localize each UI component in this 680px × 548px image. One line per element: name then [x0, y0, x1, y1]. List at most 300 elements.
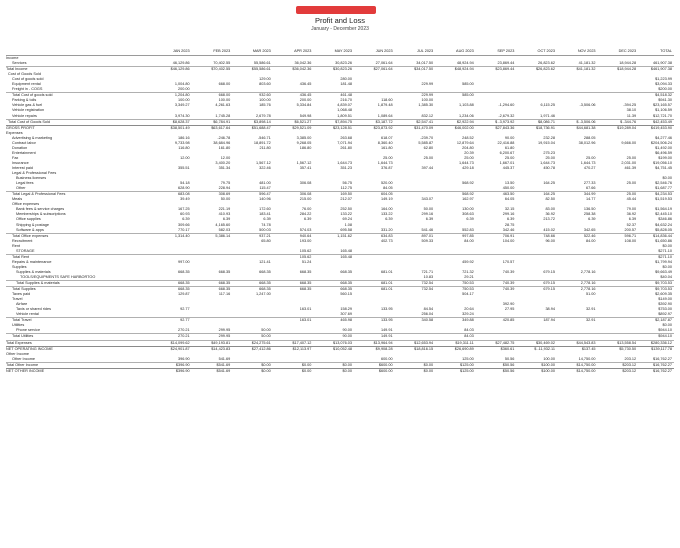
amount-cell: 585.00: [462, 82, 474, 87]
amount-cell: $6,784.91: [192, 119, 233, 125]
amount-cell: 32.15: [504, 207, 515, 212]
amount-cell: 256.04: [421, 312, 434, 317]
amount-cell: $1,519.53: [655, 197, 672, 202]
redacted-company-name: [296, 6, 376, 14]
amount-cell: $50.56: [476, 362, 517, 368]
amount-cell: 668.00: [192, 93, 233, 99]
amount-cell: 410.93: [218, 212, 231, 217]
amount-cell: 770.17: [177, 227, 190, 232]
amount-cell: $23,873.92: [354, 125, 395, 131]
amount-cell: 329.24: [462, 312, 474, 317]
account-label: Total Income: [6, 67, 151, 73]
amount-cell: 344.99: [557, 192, 598, 198]
account-label: STORAGE: [16, 248, 35, 253]
amount-cell: 668.35: [232, 281, 273, 287]
amount-cell: 668.35: [232, 287, 273, 293]
amount-cell: $0.00: [232, 368, 273, 374]
account-label: Fax: [12, 155, 19, 160]
amount-cell: $0.00: [273, 362, 314, 368]
amount-cell: $27,482.75: [476, 340, 517, 346]
amount-cell: 212.07: [340, 197, 352, 202]
amount-cell: 221.19: [218, 207, 231, 212]
amount-cell: -1,294.60: [498, 103, 515, 108]
account-label: Taxes paid: [12, 292, 31, 297]
amount-cell: $1,492.00: [655, 145, 672, 150]
amount-cell: 6.39: [588, 217, 596, 222]
account-label: Memberships & subscriptions: [16, 212, 66, 217]
column-header: FEB 2023: [192, 49, 233, 56]
account-label: Advertising & marketing: [12, 135, 53, 140]
amount-cell: 450.00: [502, 186, 515, 191]
amount-cell: 200.57: [624, 227, 637, 232]
amount-cell: 5,334.84: [296, 103, 312, 108]
amount-cell: 38,684.96: [213, 140, 231, 145]
amount-cell: 186.80: [299, 145, 312, 150]
amount-cell: $9,663.49: [655, 269, 672, 274]
amount-cell: 306.08: [299, 181, 312, 186]
amount-cell: 258.38: [583, 212, 596, 217]
amount-cell: 125.00: [462, 356, 474, 361]
amount-cell: 1,644.73: [540, 160, 555, 165]
account-label: Insurance: [12, 160, 29, 165]
amount-cell: $14,750.00: [557, 368, 598, 374]
amount-cell: 6.39: [304, 217, 312, 222]
amount-cell: 92.77: [180, 307, 190, 312]
account-label: Contract labor: [12, 140, 36, 145]
account-label: Rent: [12, 243, 21, 248]
amount-cell: 668.35: [273, 281, 314, 287]
amount-cell: $137.45: [557, 346, 598, 352]
amount-cell: 481.00: [259, 181, 271, 186]
amount-cell: $360.61: [476, 346, 517, 352]
amount-cell: 204.80: [462, 145, 474, 150]
amount-cell: 1,644.73: [580, 160, 596, 165]
amount-cell: 36.92: [626, 212, 637, 217]
amount-cell: 39.49: [180, 197, 190, 202]
amount-cell: $ -3,506.06: [557, 119, 598, 125]
amount-cell: 165.48: [313, 254, 354, 260]
amount-cell: $203.12: [598, 362, 639, 368]
amount-cell: 4,165.60: [215, 222, 231, 227]
amount-cell: 100.00: [543, 356, 555, 361]
amount-cell: $4,751.45: [655, 165, 672, 170]
amount-cell: 355.51: [177, 165, 190, 170]
amount-cell: $1,799.94: [655, 259, 672, 264]
account-label: Cost of Goods Sold: [8, 72, 41, 77]
amount-cell: $46,002.00: [435, 125, 476, 131]
amount-cell: 149.91: [354, 334, 395, 340]
amount-cell: 402.73: [380, 238, 393, 243]
amount-cell: $19,311.11: [435, 340, 476, 346]
amount-cell: 162.97: [462, 197, 474, 202]
amount-cell: $1,223.99: [655, 77, 672, 82]
amount-cell: $0.00: [313, 368, 354, 374]
amount-cell: 740.39: [476, 287, 517, 293]
amount-cell: $9,703.53: [638, 281, 674, 287]
amount-cell: 681.01: [354, 287, 395, 293]
amount-cell: $4,277.46: [655, 135, 672, 140]
amount-cell: 82.50: [545, 197, 555, 202]
amount-cell: 5,585.87: [418, 140, 434, 145]
amount-cell: 38.94: [545, 307, 555, 312]
amount-cell: 163.01: [299, 307, 312, 312]
amount-cell: $100.00: [516, 368, 557, 374]
amount-cell: $36,042.36: [273, 67, 314, 73]
column-header: MAR 2023: [232, 49, 273, 56]
amount-cell: 3,400.20: [215, 160, 231, 165]
amount-cell: 229.99: [395, 93, 436, 99]
account-label: Total Cost of Goods Sold: [6, 119, 151, 125]
amount-cell: $18,944.28: [598, 67, 639, 73]
amount-cell: 6.39: [628, 217, 637, 222]
account-label: Total Other Income: [6, 362, 151, 368]
account-label: Vehicle repairs: [12, 113, 37, 118]
amount-cell: $125.00: [435, 362, 476, 368]
amount-cell: 90.00: [313, 334, 354, 340]
amount-cell: 193.00: [299, 238, 312, 243]
amount-cell: $1,650.86: [655, 238, 672, 243]
amount-cell: 129.87: [177, 292, 190, 297]
amount-cell: $541.69: [192, 362, 233, 368]
amount-cell: 92.77: [151, 318, 192, 324]
amount-cell: 9,666.00: [621, 140, 637, 145]
amount-cell: 1,151.62: [313, 233, 354, 239]
account-label: Services: [12, 61, 27, 66]
amount-cell: 997.00: [177, 259, 190, 264]
amount-cell: 299.95: [218, 328, 231, 333]
amount-cell: $14,750.00: [557, 362, 598, 368]
amount-cell: $1,564.19: [655, 207, 672, 212]
amount-cell: 2,679.78: [256, 113, 271, 118]
amount-cell: 108.00: [624, 238, 637, 243]
amount-cell: 105.62: [273, 254, 314, 260]
amount-cell: 668.35: [313, 281, 354, 287]
amount-cell: 36.92: [545, 212, 555, 217]
amount-cell: 12.00: [220, 155, 231, 160]
amount-cell: $139,117.78: [638, 346, 674, 352]
account-label: NET OTHER INCOME: [6, 368, 151, 374]
amount-cell: $12,113.97: [273, 346, 314, 352]
amount-cell: 118.60: [381, 98, 393, 103]
amount-cell: 832.12: [421, 113, 434, 118]
amount-cell: 55,586.61: [253, 61, 271, 66]
amount-cell: 307.69: [340, 312, 352, 317]
amount-cell: 20.39: [464, 150, 474, 155]
amount-cell: $5,730.50: [598, 346, 639, 352]
amount-cell: $0.00: [313, 362, 354, 368]
amount-cell: 331.20: [380, 227, 393, 232]
account-label: Cost of goods sold: [12, 77, 44, 82]
amount-cell: 164.00: [380, 207, 393, 212]
account-label: Shipping & postage: [16, 222, 49, 227]
amount-cell: $944.10: [638, 334, 674, 340]
amount-cell: $13,964.94: [354, 340, 395, 346]
amount-cell: 1,567.12: [296, 160, 312, 165]
amount-cell: $24,901.87: [151, 346, 192, 352]
amount-cell: 277.33: [583, 181, 596, 186]
amount-cell: 937.21: [232, 233, 273, 239]
amount-cell: 30,823.26: [335, 61, 352, 66]
amount-cell: 803.60: [259, 82, 271, 87]
amount-cell: $50.56: [476, 368, 517, 374]
amount-cell: 129.00: [259, 77, 271, 82]
amount-cell: 415.02: [543, 227, 555, 232]
amount-cell: $23,869.44: [476, 67, 517, 73]
account-label: Office expenses: [12, 202, 40, 207]
amount-cell: 668.35: [192, 281, 233, 287]
amount-cell: 65.80: [261, 238, 271, 243]
amount-cell: 668.35: [177, 269, 190, 274]
amount-cell: $461,907.38: [638, 67, 674, 73]
amount-cell: 740.39: [476, 281, 517, 287]
amount-cell: 541.46: [421, 227, 434, 232]
amount-cell: 6.39: [385, 217, 393, 222]
amount-cell: 36,042.36: [294, 61, 312, 66]
amount-cell: 136.50: [583, 207, 596, 212]
amount-cell: 45.44: [626, 197, 637, 202]
amount-cell: 275.23: [543, 150, 555, 155]
amount-cell: 261.80: [340, 145, 352, 150]
amount-cell: 14.77: [586, 197, 596, 202]
amount-cell: $4,518.32: [638, 93, 674, 99]
amount-cell: 185.76: [259, 103, 271, 108]
column-header: MAY 2023: [313, 49, 354, 56]
amount-cell: $38,501.49: [151, 125, 192, 131]
account-label: GROSS PROFIT: [6, 125, 151, 131]
amount-cell: 552.83: [462, 227, 474, 232]
amount-cell: $26,690.89: [435, 346, 476, 352]
amount-cell: 668.35: [151, 281, 192, 287]
amount-cell: 11.39: [626, 113, 637, 118]
amount-cell: 342.46: [502, 227, 515, 232]
amount-cell: 133.95: [354, 318, 395, 324]
account-label: Freight in - COGS: [12, 87, 43, 92]
amount-cell: 26,823.62: [538, 61, 555, 66]
amount-cell: 280.00: [340, 77, 352, 82]
amount-cell: 1.08: [344, 222, 352, 227]
amount-cell: 34,017.50: [416, 61, 434, 66]
account-label: Total Legal & Professional Fees: [6, 192, 151, 198]
amount-cell: 203.12: [624, 356, 637, 361]
account-label: Supplies & materials: [16, 269, 51, 274]
amount-cell: 167.25: [177, 207, 190, 212]
amount-cell: $2,546.76: [655, 181, 672, 186]
amount-cell: 8,360.40: [377, 140, 393, 145]
amount-cell: 1,234.06: [458, 113, 474, 118]
account-label: Software & apps: [16, 227, 44, 232]
amount-cell: 721.71: [421, 269, 434, 274]
amount-cell: 140.96: [259, 197, 271, 202]
amount-cell: 13.50: [504, 181, 515, 186]
amount-cell: $0.00: [395, 368, 436, 374]
account-label: Expenses: [6, 130, 23, 135]
amount-cell: 52.37: [626, 222, 637, 227]
account-label: Business licenses: [16, 176, 47, 181]
amount-cell: 10.83: [423, 274, 434, 279]
amount-cell: 79.00: [626, 207, 637, 212]
amount-cell: $17,407.12: [273, 340, 314, 346]
account-label: Other: [16, 186, 26, 191]
account-label: NET OPERATING INCOME: [6, 346, 151, 352]
amount-cell: 308.63: [462, 212, 474, 217]
amount-cell: 436.45: [273, 93, 314, 99]
account-label: Office supplies: [16, 217, 41, 222]
amount-cell: $6,521.27: [273, 119, 314, 125]
amount-cell: $ -344.76: [598, 119, 639, 125]
amount-cell: 604.05: [354, 192, 395, 198]
amount-cell: 1,644.73: [337, 160, 352, 165]
amount-cell: $12,653.94: [395, 340, 436, 346]
amount-cell: $7,894.75: [313, 119, 354, 125]
amount-cell: $19,289.04: [598, 125, 639, 131]
amount-cell: 6.39: [222, 217, 231, 222]
amount-cell: $4,234.53: [638, 192, 674, 198]
amount-cell: 299.95: [192, 334, 233, 340]
amount-cell: 215.00: [299, 197, 312, 202]
amount-cell: 213.72: [543, 217, 555, 222]
amount-cell: $ -3,973.92: [476, 119, 517, 125]
amount-cell: 164.25: [516, 192, 557, 198]
amount-cell: 50.56: [504, 356, 515, 361]
amount-cell: 1,314.40: [151, 233, 192, 239]
amount-cell: 897.01: [395, 233, 436, 239]
amount-cell: 1,204.80: [151, 93, 192, 99]
amount-cell: 100.00: [421, 98, 434, 103]
amount-cell: 461.39: [624, 165, 637, 170]
amount-cell: $18,816.15: [395, 346, 436, 352]
amount-cell: $200.00: [658, 87, 672, 92]
amount-cell: 62.80: [423, 145, 434, 150]
amount-cell: 3,349.27: [174, 103, 190, 108]
amount-cell: 1,745.28: [215, 113, 231, 118]
amount-cell: 932.60: [232, 93, 273, 99]
amount-cell: 112.75: [340, 186, 352, 191]
amount-cell: 459.92: [462, 259, 474, 264]
amount-cell: 679.15: [516, 281, 557, 287]
amount-cell: 100.00: [218, 98, 231, 103]
amount-cell: $23,128.51: [313, 125, 354, 131]
account-label: Total Utilities: [6, 334, 151, 340]
amount-cell: 51.24: [301, 259, 312, 264]
amount-cell: 668.35: [259, 269, 271, 274]
amount-cell: $16,762.27: [638, 362, 674, 368]
amount-cell: 12.00: [180, 155, 190, 160]
amount-cell: $51,688.47: [232, 125, 273, 131]
amount-cell: $26,823.62: [516, 67, 557, 73]
amount-cell: 19,915.04: [538, 140, 555, 145]
amount-cell: 376.87: [380, 165, 393, 170]
column-header: TOTAL: [638, 49, 674, 56]
amount-cell: 461,907.38: [652, 61, 672, 66]
amount-cell: $19,056.10: [652, 160, 672, 165]
amount-cell: 351.34: [218, 165, 231, 170]
amount-cell: $55,586.61: [232, 67, 273, 73]
amount-cell: 149.19: [380, 197, 393, 202]
amount-cell: 450.78: [543, 165, 555, 170]
amount-cell: 211.80: [259, 145, 271, 150]
amount-cell: 41,181.32: [578, 61, 596, 66]
amount-cell: 117.16: [218, 292, 231, 297]
amount-cell: 64.05: [504, 197, 515, 202]
account-label: Total Supplies: [6, 287, 151, 293]
amount-cell: $346.86: [658, 217, 672, 222]
amount-cell: 25.00: [545, 155, 555, 160]
amount-cell: 25.00: [626, 155, 637, 160]
account-label: Total Expenses: [6, 340, 151, 346]
amount-cell: $396.90: [151, 362, 192, 368]
amount-cell: $944.10: [658, 328, 672, 333]
amount-cell: 461.48: [313, 93, 354, 99]
amount-cell: $0.00: [662, 264, 672, 269]
amount-cell: 504.17: [462, 292, 474, 297]
account-label: Entertainment: [12, 150, 36, 155]
amount-cell: 6.39: [263, 217, 271, 222]
amount-cell: $203.12: [598, 368, 639, 374]
amount-cell: 706.91: [476, 233, 517, 239]
amount-cell: 7,071.94: [337, 140, 352, 145]
amount-cell: 25.00: [626, 181, 637, 186]
amount-cell: $29,521.09: [273, 125, 314, 131]
amount-cell: 6.39: [466, 217, 474, 222]
amount-cell: $16,762.27: [652, 356, 672, 361]
amount-cell: 25.00: [383, 155, 393, 160]
amount-cell: 1,385.30: [418, 103, 434, 108]
amount-cell: $13,558.54: [598, 340, 639, 346]
amount-cell: 668.35: [340, 269, 352, 274]
amount-cell: -546.71: [257, 135, 271, 140]
amount-cell: 100.00: [177, 98, 190, 103]
amount-cell: 732.54: [395, 287, 436, 293]
amount-cell: 104.00: [502, 238, 515, 243]
amount-cell: 1,644.73: [377, 160, 393, 165]
amount-cell: 38.10: [626, 108, 637, 113]
amount-cell: 18,891.72: [253, 140, 271, 145]
account-label: Income: [6, 56, 19, 60]
amount-cell: $941.30: [658, 98, 672, 103]
account-label: Donation: [12, 145, 28, 150]
account-label: Total Rent: [6, 254, 151, 260]
account-label: Parking & tolls: [12, 98, 37, 103]
amount-cell: 116.80: [178, 145, 190, 150]
amount-cell: 149.91: [380, 328, 393, 333]
amount-cell: 721.32: [462, 269, 474, 274]
account-label: Total Travel: [6, 318, 151, 324]
amount-cell: 6,200.67: [499, 150, 515, 155]
account-label: Total Office expenses: [6, 233, 151, 239]
amount-cell: 181.48: [340, 82, 352, 87]
amount-cell: $0.00: [273, 368, 314, 374]
amount-cell: 161.80: [218, 145, 231, 150]
amount-cell: 229.99: [421, 82, 434, 87]
amount-cell: $1,687.77: [655, 186, 672, 191]
amount-cell: 121.41: [259, 259, 271, 264]
amount-cell: 309.66: [177, 222, 190, 227]
amount-cell: 568.92: [462, 181, 474, 186]
amount-cell: 228.94: [218, 186, 231, 191]
amount-cell: 681.01: [380, 269, 393, 274]
amount-cell: $3,094.33: [655, 82, 672, 87]
amount-cell: 1,103.88: [458, 103, 474, 108]
amount-cell: 60.93: [180, 212, 190, 217]
account-label: Supplies: [12, 264, 27, 269]
amount-cell: 1,667.01: [499, 160, 515, 165]
amount-cell: 27,061.64: [375, 61, 393, 66]
amount-cell: 748.66: [516, 233, 557, 239]
amount-cell: $34,017.50: [395, 67, 436, 73]
amount-cell: 200.00: [177, 87, 190, 92]
column-header: AUG 2023: [435, 49, 476, 56]
account-label: Utilities: [12, 323, 25, 328]
